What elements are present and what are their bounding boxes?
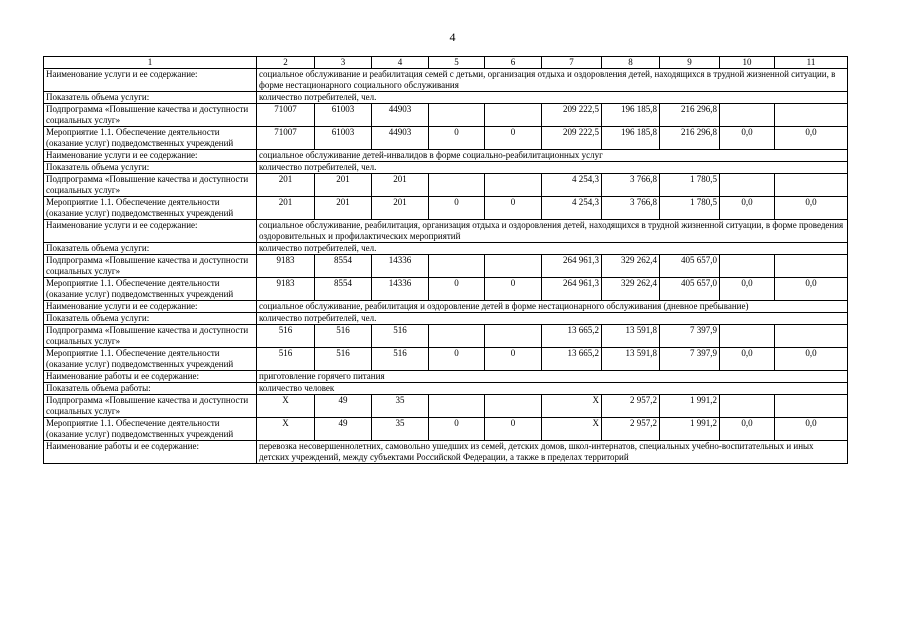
- table-cell: 9183: [257, 255, 315, 278]
- table-cell: [720, 255, 775, 278]
- table-cell: 0: [485, 418, 542, 441]
- table-cell: 216 296,8: [660, 104, 720, 127]
- table-cell: 196 185,8: [602, 104, 660, 127]
- section-row: [44, 69, 848, 92]
- table-cell: 516: [257, 325, 315, 348]
- table-cell: 0,0: [720, 348, 775, 371]
- column-number: 8: [602, 57, 660, 69]
- table-cell: 0: [429, 127, 485, 150]
- row-label: Подпрограмма «Повышение качества и доступности социальных услуг»: [44, 325, 257, 348]
- table-cell: [485, 395, 542, 418]
- table-cell: 0: [485, 127, 542, 150]
- table-cell: 516: [372, 348, 429, 371]
- table-row: [44, 197, 848, 220]
- table-cell: 71007: [257, 104, 315, 127]
- table-cell: 516: [257, 348, 315, 371]
- row-label: Мероприятие 1.1. Обеспечение деятельности (оказание услуг) подведомственных учреждений: [44, 127, 257, 150]
- table-cell: 201: [257, 197, 315, 220]
- table-cell: 3 766,8: [602, 174, 660, 197]
- section-row: [44, 220, 848, 243]
- row-label: Подпрограмма «Повышение качества и доступности социальных услуг»: [44, 104, 257, 127]
- table-cell: 201: [257, 174, 315, 197]
- section-text: социальное обслуживание, реабилитация и оздоровление детей в форме нестационарного обслуживания (дневное пребывание): [257, 301, 848, 313]
- section-row: [44, 313, 848, 325]
- table-cell: 216 296,8: [660, 127, 720, 150]
- column-number: 2: [257, 57, 315, 69]
- table-cell: 0,0: [775, 278, 848, 301]
- table-cell: X: [542, 418, 602, 441]
- table-cell: 13 591,8: [602, 325, 660, 348]
- section-text: количество человек: [257, 383, 848, 395]
- table-row: [44, 418, 848, 441]
- table-cell: 264 961,3: [542, 255, 602, 278]
- table-cell: 44903: [372, 104, 429, 127]
- section-text: количество потребителей, чел.: [257, 92, 848, 104]
- section-text: количество потребителей, чел.: [257, 162, 848, 174]
- table-cell: 4 254,3: [542, 197, 602, 220]
- row-label: Подпрограмма «Повышение качества и доступности социальных услуг»: [44, 255, 257, 278]
- row-label: Наименование услуги и ее содержание:: [44, 220, 257, 243]
- row-label: Наименование работы и ее содержание:: [44, 371, 257, 383]
- table-cell: 329 262,4: [602, 255, 660, 278]
- table-cell: 14336: [372, 278, 429, 301]
- table-cell: 201: [315, 174, 372, 197]
- section-text: количество потребителей, чел.: [257, 243, 848, 255]
- table-cell: 0,0: [720, 278, 775, 301]
- column-number: 3: [315, 57, 372, 69]
- table-cell: 44903: [372, 127, 429, 150]
- table-cell: 209 222,5: [542, 104, 602, 127]
- table-cell: 0,0: [775, 348, 848, 371]
- table-cell: 71007: [257, 127, 315, 150]
- table-cell: 0: [485, 197, 542, 220]
- page-number: 4: [449, 30, 456, 44]
- table-cell: 0: [429, 348, 485, 371]
- table-cell: 0: [485, 278, 542, 301]
- table-cell: [775, 325, 848, 348]
- table-cell: 13 665,2: [542, 325, 602, 348]
- table-cell: 405 657,0: [660, 278, 720, 301]
- column-number: 4: [372, 57, 429, 69]
- table-cell: [429, 395, 485, 418]
- table-cell: 1 991,2: [660, 395, 720, 418]
- header-row: [44, 57, 848, 69]
- section-text: социальное обслуживание, реабилитация, организация отдыха и оздоровления детей, находящихся в трудной жизненной ситуации, в форме проведения оздоровительных и профилактических мероприятий: [257, 220, 848, 243]
- table-cell: 61003: [315, 104, 372, 127]
- table-cell: [485, 255, 542, 278]
- table-cell: 4 254,3: [542, 174, 602, 197]
- table-cell: 209 222,5: [542, 127, 602, 150]
- table-cell: 35: [372, 418, 429, 441]
- table-cell: 201: [372, 174, 429, 197]
- table-cell: 1 991,2: [660, 418, 720, 441]
- table-cell: [775, 104, 848, 127]
- column-number: 9: [660, 57, 720, 69]
- table-cell: 7 397,9: [660, 325, 720, 348]
- row-label: Наименование услуги и ее содержание:: [44, 301, 257, 313]
- section-row: [44, 162, 848, 174]
- row-label: Показатель объема услуги:: [44, 313, 257, 325]
- column-number: 5: [429, 57, 485, 69]
- row-label: Мероприятие 1.1. Обеспечение деятельности (оказание услуг) подведомственных учреждений: [44, 197, 257, 220]
- row-label: Наименование работы и ее содержание:: [44, 441, 257, 464]
- table-cell: 196 185,8: [602, 127, 660, 150]
- row-label: Показатель объема работы:: [44, 383, 257, 395]
- table-cell: 516: [315, 325, 372, 348]
- row-label: Мероприятие 1.1. Обеспечение деятельности (оказание услуг) подведомственных учреждений: [44, 278, 257, 301]
- table-cell: 3 766,8: [602, 197, 660, 220]
- section-row: [44, 243, 848, 255]
- section-row: [44, 441, 848, 464]
- section-row: [44, 383, 848, 395]
- table-cell: [720, 174, 775, 197]
- section-row: [44, 92, 848, 104]
- table-row: [44, 278, 848, 301]
- section-text: социальное обслуживание детей-инвалидов в форме социально-реабилитационных услуг: [257, 150, 848, 162]
- table-cell: 516: [372, 325, 429, 348]
- table-cell: 201: [372, 197, 429, 220]
- table-cell: 0,0: [775, 127, 848, 150]
- table-row: [44, 104, 848, 127]
- table-cell: 0: [429, 418, 485, 441]
- table-row: [44, 325, 848, 348]
- table-cell: [775, 395, 848, 418]
- row-label: Показатель объема услуги:: [44, 162, 257, 174]
- section-text: социальное обслуживание и реабилитация семей с детьми, организация отдыха и оздоровления детей, находящихся в трудной жизненной ситуации, в форме нестационарного социального обслуживания: [257, 69, 848, 92]
- section-row: [44, 371, 848, 383]
- table-cell: 0,0: [720, 197, 775, 220]
- table-cell: 35: [372, 395, 429, 418]
- table-cell: [485, 104, 542, 127]
- table-cell: [775, 174, 848, 197]
- table-cell: 0: [485, 348, 542, 371]
- table-row: [44, 174, 848, 197]
- table-cell: 0,0: [775, 418, 848, 441]
- table-cell: 201: [315, 197, 372, 220]
- table-cell: 516: [315, 348, 372, 371]
- column-number: 6: [485, 57, 542, 69]
- table-cell: 0,0: [775, 197, 848, 220]
- table-cell: X: [257, 395, 315, 418]
- table-cell: [429, 104, 485, 127]
- row-label: Мероприятие 1.1. Обеспечение деятельности (оказание услуг) подведомственных учреждений: [44, 418, 257, 441]
- table-cell: [485, 174, 542, 197]
- column-number: 11: [775, 57, 848, 69]
- table-row: [44, 395, 848, 418]
- section-row: [44, 150, 848, 162]
- table-row: [44, 348, 848, 371]
- row-label: Мероприятие 1.1. Обеспечение деятельности (оказание услуг) подведомственных учреждений: [44, 348, 257, 371]
- table-cell: [485, 325, 542, 348]
- table-cell: 0: [429, 278, 485, 301]
- table-cell: 8554: [315, 255, 372, 278]
- section-text: количество потребителей, чел.: [257, 313, 848, 325]
- data-table: [43, 56, 848, 464]
- table-cell: 49: [315, 418, 372, 441]
- table-cell: [429, 174, 485, 197]
- table-cell: 2 957,2: [602, 418, 660, 441]
- table-cell: 405 657,0: [660, 255, 720, 278]
- table-cell: 1 780,5: [660, 197, 720, 220]
- table-cell: 0: [429, 197, 485, 220]
- table-row: [44, 255, 848, 278]
- table-cell: 1 780,5: [660, 174, 720, 197]
- table-cell: X: [257, 418, 315, 441]
- table-cell: 49: [315, 395, 372, 418]
- row-label: Показатель объема услуги:: [44, 243, 257, 255]
- table-cell: [720, 325, 775, 348]
- column-number: 7: [542, 57, 602, 69]
- section-row: [44, 301, 848, 313]
- table-cell: [429, 255, 485, 278]
- row-label: Подпрограмма «Повышение качества и доступности социальных услуг»: [44, 174, 257, 197]
- table-cell: X: [542, 395, 602, 418]
- table-cell: [720, 395, 775, 418]
- table-cell: [720, 104, 775, 127]
- table-cell: 61003: [315, 127, 372, 150]
- table-cell: 329 262,4: [602, 278, 660, 301]
- table-cell: 14336: [372, 255, 429, 278]
- table-row: [44, 127, 848, 150]
- table-cell: 0,0: [720, 418, 775, 441]
- section-text: перевозка несовершеннолетних, самовольно ушедших из семей, детских домов, школ-интернатов, специальных учебно-воспитательных и иных детских учреждений, между субъектами Российской Федерации, а также в пределах территорий: [257, 441, 848, 464]
- column-number: 10: [720, 57, 775, 69]
- table-cell: 7 397,9: [660, 348, 720, 371]
- row-label: Показатель объема услуги:: [44, 92, 257, 104]
- table-cell: [429, 325, 485, 348]
- row-label: Подпрограмма «Повышение качества и доступности социальных услуг»: [44, 395, 257, 418]
- table-cell: 8554: [315, 278, 372, 301]
- column-number: 1: [44, 57, 257, 69]
- row-label: Наименование услуги и ее содержание:: [44, 69, 257, 92]
- table-cell: 13 665,2: [542, 348, 602, 371]
- section-text: приготовление горячего питания: [257, 371, 848, 383]
- table-cell: 9183: [257, 278, 315, 301]
- table-cell: 264 961,3: [542, 278, 602, 301]
- row-label: Наименование услуги и ее содержание:: [44, 150, 257, 162]
- table-cell: 0,0: [720, 127, 775, 150]
- table-cell: [775, 255, 848, 278]
- table-cell: 13 591,8: [602, 348, 660, 371]
- table-cell: 2 957,2: [602, 395, 660, 418]
